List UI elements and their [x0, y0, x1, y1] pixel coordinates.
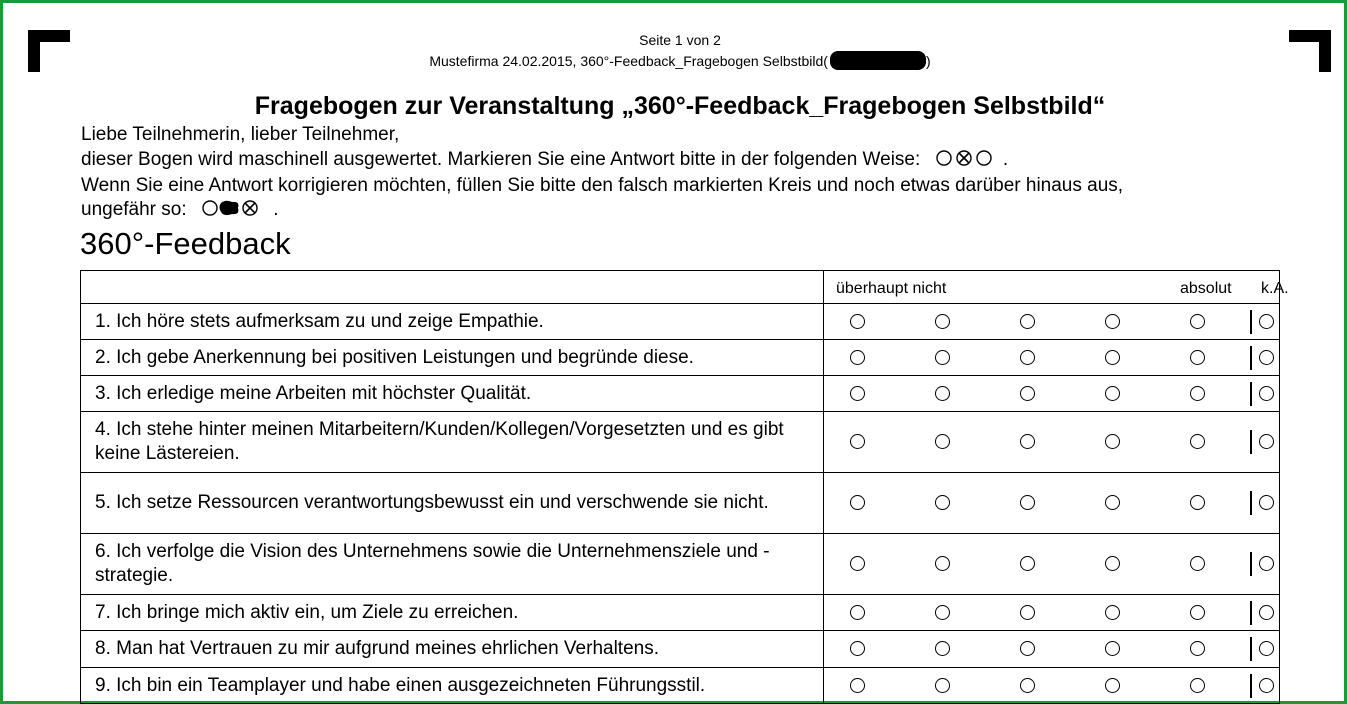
- answer-radio-2[interactable]: [935, 434, 950, 449]
- answer-radio-3[interactable]: [1020, 641, 1035, 656]
- redacted-name: [830, 51, 926, 70]
- answer-radio-3[interactable]: [1020, 314, 1035, 329]
- answer-radio-2[interactable]: [935, 386, 950, 401]
- question-row: [81, 412, 1280, 473]
- answer-radio-2[interactable]: [935, 605, 950, 620]
- mark-example-icon: [936, 149, 998, 167]
- na-separator: [1250, 601, 1252, 625]
- document-info: [0, 51, 1347, 70]
- answer-radio-2[interactable]: [935, 350, 950, 365]
- question-text: 9. Ich bin ein Teamplayer und habe einen ausgezeichneten Führungsstil.: [81, 668, 824, 704]
- question-row: [81, 340, 1280, 376]
- answer-radio-5[interactable]: [1190, 350, 1205, 365]
- answer-options: [824, 631, 1280, 668]
- intro-instruction-end: .: [1002, 149, 1009, 170]
- question-text: 3. Ich erledige meine Arbeiten mit höchster Qualität.: [81, 376, 824, 412]
- answer-radio-1[interactable]: [850, 386, 865, 401]
- answer-radio-1[interactable]: [850, 314, 865, 329]
- answer-radio-2[interactable]: [935, 556, 950, 571]
- question-text: 6. Ich verfolge die Vision des Unternehmens sowie die Unternehmensziele und -strategie.: [81, 534, 824, 595]
- answer-radio-3[interactable]: [1020, 350, 1035, 365]
- answer-options: [824, 412, 1280, 473]
- answer-radio-na[interactable]: [1259, 556, 1274, 571]
- na-separator: [1250, 552, 1252, 576]
- intro-correction-example: [81, 198, 278, 222]
- question-row: [81, 595, 1280, 631]
- answer-radio-4[interactable]: [1105, 386, 1120, 401]
- questionnaire-table: [80, 270, 1289, 704]
- answer-radio-5[interactable]: [1190, 495, 1205, 510]
- answer-radio-4[interactable]: [1105, 495, 1120, 510]
- answer-options: [824, 473, 1280, 534]
- answer-radio-3[interactable]: [1020, 678, 1035, 693]
- answer-radio-4[interactable]: [1105, 434, 1120, 449]
- answer-radio-5[interactable]: [1190, 434, 1205, 449]
- intro-correction-text: ungefähr so:: [81, 199, 187, 220]
- answer-radio-na[interactable]: [1259, 678, 1274, 693]
- answer-radio-5[interactable]: [1190, 678, 1205, 693]
- answer-radio-5[interactable]: [1190, 386, 1205, 401]
- answer-radio-1[interactable]: [850, 678, 865, 693]
- answer-radio-3[interactable]: [1020, 556, 1035, 571]
- answer-radio-na[interactable]: [1259, 314, 1274, 329]
- question-row: [81, 376, 1280, 412]
- question-row: [81, 631, 1280, 668]
- question-row: [81, 473, 1280, 534]
- na-separator: [1250, 346, 1252, 370]
- na-separator: [1250, 637, 1252, 661]
- answer-options: [824, 340, 1280, 376]
- answer-radio-na[interactable]: [1259, 386, 1274, 401]
- question-text: 2. Ich gebe Anerkennung bei positiven Leistungen und begründe diese.: [81, 340, 824, 376]
- question-text: 1. Ich höre stets aufmerksam zu und zeige Empathie.: [81, 304, 824, 340]
- answer-radio-4[interactable]: [1105, 605, 1120, 620]
- scale-high-label: absolut: [1180, 280, 1232, 297]
- answer-options: [824, 595, 1280, 631]
- answer-radio-3[interactable]: [1020, 605, 1035, 620]
- intro-instruction-text: dieser Bogen wird maschinell ausgewertet. Markieren Sie eine Antwort bitte in der folgenden Weise:: [81, 149, 921, 170]
- answer-radio-4[interactable]: [1105, 314, 1120, 329]
- answer-radio-1[interactable]: [850, 556, 865, 571]
- document-info-end: ): [925, 53, 931, 69]
- answer-radio-5[interactable]: [1190, 641, 1205, 656]
- answer-radio-1[interactable]: [850, 605, 865, 620]
- answer-radio-5[interactable]: [1190, 314, 1205, 329]
- answer-radio-3[interactable]: [1020, 495, 1035, 510]
- answer-radio-5[interactable]: [1190, 556, 1205, 571]
- intro-correction-end: .: [273, 199, 279, 220]
- answer-radio-4[interactable]: [1105, 556, 1120, 571]
- header-blank-cell: [81, 271, 824, 304]
- answer-radio-na[interactable]: [1259, 350, 1274, 365]
- answer-radio-4[interactable]: [1105, 641, 1120, 656]
- page-number: Seite 1 von 2: [639, 32, 721, 48]
- answer-options: [824, 534, 1280, 595]
- question-text: 5. Ich setze Ressourcen verantwortungsbewusst ein und verschwende sie nicht.: [81, 473, 824, 534]
- intro-greeting: Liebe Teilnehmerin, lieber Teilnehmer,: [81, 124, 400, 145]
- answer-radio-3[interactable]: [1020, 434, 1035, 449]
- scale-header-cell: [824, 271, 1289, 304]
- answer-radio-2[interactable]: [935, 641, 950, 656]
- na-separator: [1250, 310, 1252, 334]
- answer-radio-2[interactable]: [935, 495, 950, 510]
- question-text: 4. Ich stehe hinter meinen Mitarbeitern/Kunden/Kollegen/Vorgesetzten und es gibt keine Lästereien.: [81, 412, 824, 473]
- page-title: Fragebogen zur Veranstaltung „360°-Feedback_Fragebogen Selbstbild“: [254, 92, 1106, 120]
- answer-radio-1[interactable]: [850, 641, 865, 656]
- scale-na-label: k.A.: [1261, 280, 1289, 297]
- answer-radio-na[interactable]: [1259, 605, 1274, 620]
- correction-example-icon: [202, 199, 268, 217]
- answer-options: [824, 304, 1280, 340]
- answer-radio-1[interactable]: [850, 495, 865, 510]
- na-separator: [1250, 382, 1252, 406]
- na-separator: [1250, 491, 1252, 515]
- answer-radio-1[interactable]: [850, 434, 865, 449]
- answer-radio-na[interactable]: [1259, 495, 1274, 510]
- scale-header-row: [81, 271, 1280, 304]
- answer-radio-5[interactable]: [1190, 605, 1205, 620]
- question-row: [81, 534, 1280, 595]
- question-text: 7. Ich bringe mich aktiv ein, um Ziele zu erreichen.: [81, 595, 824, 631]
- question-text: 8. Man hat Vertrauen zu mir aufgrund meines ehrlichen Verhaltens.: [81, 631, 824, 668]
- scale-low-label: überhaupt nicht: [836, 280, 947, 297]
- answer-radio-na[interactable]: [1259, 641, 1274, 656]
- document-info-text: Mustefirma 24.02.2015, 360°-Feedback_Fragebogen Selbstbild(: [429, 53, 828, 69]
- answer-radio-2[interactable]: [935, 314, 950, 329]
- intro-instruction: [81, 148, 1008, 172]
- answer-radio-1[interactable]: [850, 350, 865, 365]
- answer-radio-3[interactable]: [1020, 386, 1035, 401]
- answer-radio-4[interactable]: [1105, 350, 1120, 365]
- answer-options: [824, 376, 1280, 412]
- answer-radio-na[interactable]: [1259, 434, 1274, 449]
- answer-radio-4[interactable]: [1105, 678, 1120, 693]
- section-title: 360°-Feedback: [80, 226, 291, 261]
- question-row: [81, 304, 1280, 340]
- answer-radio-2[interactable]: [935, 678, 950, 693]
- question-row: [81, 668, 1280, 704]
- intro-correction: Wenn Sie eine Antwort korrigieren möchten, füllen Sie bitte den falsch markierten Kreis und noch etwas darüber hinaus aus,: [81, 175, 1124, 196]
- answer-options: [824, 668, 1280, 704]
- na-separator: [1250, 674, 1252, 698]
- na-separator: [1250, 430, 1252, 454]
